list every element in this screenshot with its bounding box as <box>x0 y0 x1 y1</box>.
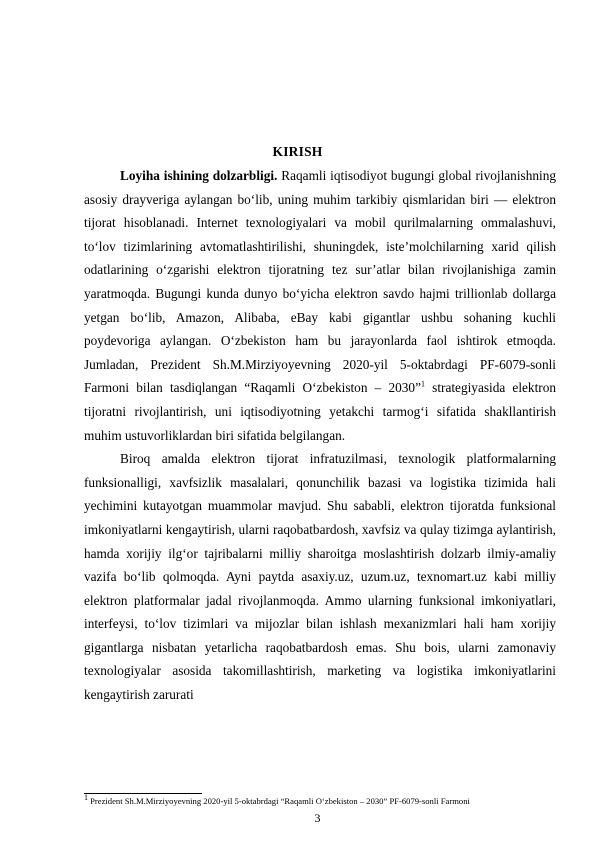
footnote-marker: 1 <box>84 793 88 803</box>
footnote-divider <box>84 793 202 794</box>
paragraph-text: Raqamli iqtisodiyot bugungi global rivojlanishning asosiy drayveriga aylangan bo‘lib, uning muhim tarkibiy qismlaridan biri — elektron tijorat hisoblanadi. Internet texnologiyalari va mobil qurilmalarning ommalashuvi, to‘lov tizimlarining avtomatlashtirilishi, shuningdek, iste’molchilarning xarid qilish odatlarining o‘zgarishi elektron tijoratning tez sur’atlar bilan rivojlanishiga zamin yaratmoqda. Bugungi kunda dunyo bo‘yicha elektron savdo hajmi trillionlab dollarga yetgan bo‘lib, Amazon, Alibaba, eBay kabi gigantlar ushbu sohaning kuchli poydevoriga aylangan. O‘zbekiston ham bu jarayonlarda faol ishtirok etmoqda. Jumladan, Prezident Sh.M.Mirziyoyevning 2020-yil 5-oktabrdagi PF-6079-sonli Farmoni bilan tasdiqlangan “Raqamli O‘zbekiston – 2030” <box>84 168 556 396</box>
paragraph-lead: Loyiha ishining dolzarbligi. <box>120 168 278 183</box>
footnote <box>84 793 556 807</box>
paragraph-relevance <box>84 164 556 447</box>
paragraph-problems: Biroq amalda elektron tijorat infratuzilmasi, texnologik platformalarning funksionalligi, xavfsizlik masalalari, qonunchilik bazasi va logistika tizimida hali yechimini kutayotgan muammolar mavjud. Shu sababli, elektron tijoratda funksional imkoniyatlarni kengaytirish, ularni raqobatbardosh, xavfsiz va qulay tizimga aylantirish, hamda xorijiy ilg‘or tajribalarni milliy sharoitga moslashtirish dolzarb ilmiy-amaliy vazifa bo‘lib qolmoqda. Ayni paytda asaxiy.uz, uzum.uz, texnomart.uz kabi milliy elektron platformalar jadal rivojlanmoqda. Ammo ularning funksional imkoniyatlari, interfeysi, to‘lov tizimlari va mijozlar bilan ishlash mexanizmlari hali ham xorijiy gigantlarga nisbatan yetarlicha raqobatbardosh emas. Shu bois, ularni zamonaviy texnologiyalar asosida takomillashtirish, marketing va logistika imkoniyatlarini kengaytirish zarurati <box>84 451 556 703</box>
paragraph-text-continued: strategiyasida elektron tijoratni rivojlantirish, uni iqtisodiyotning yetakchi tarmog‘i sifatida shakllantirish muhim ustuvorliklardan biri sifatida belgilangan. <box>84 380 557 443</box>
section-heading: KIRISH <box>272 144 323 159</box>
footnote-reference[interactable]: 1 <box>420 379 425 389</box>
footnote-text: Prezident Sh.M.Mirziyoyevning 2020-yil 5-oktabrdagi “Raqamli O‘zbekiston – 2030” PF-6079-sonli Farmoni <box>88 796 470 806</box>
page-number: 3 <box>314 811 321 825</box>
body-text <box>84 164 556 707</box>
